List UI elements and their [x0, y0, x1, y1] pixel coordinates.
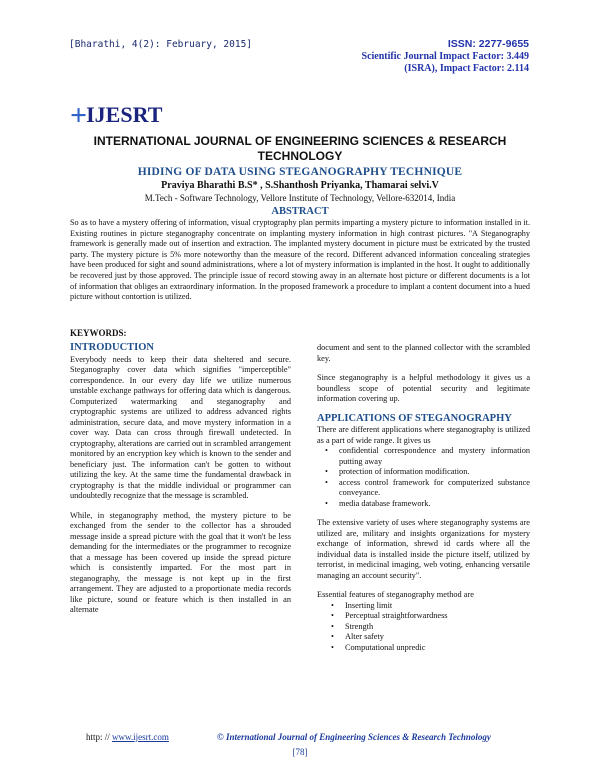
bullet-icon: •	[325, 477, 328, 487]
url-prefix: http: //	[86, 732, 113, 742]
abstract-text: So as to have a mystery offering of information, visual cryptography plan permits imparting a mystery picture to information installed in it. Existing routines in picture steganography concentrate on implanting mystery information in high contrast pictures. "A Steganography framework is generally made out of insertion and extraction. The implanted mystery document in picture must be extricated by the trusted party. The mystery picture is 5% more noteworthy than the measure of the record. Different advanced information concealing strategies have been produced for sight and sound administrations, where a lot of mystery information is implanted in the host. It ought to additionally be recovered just by those approved. The principle issue of record stowing away in an alternate host picture or different documents is a lot of information that obliges an extraordinary information. In the proposed framework a procedure to implant a content document into a hued picture without contortion is utilized.	[70, 218, 530, 302]
features-intro: Essential features of steganography method are	[317, 590, 474, 599]
uses-paragraph: The extensive variety of uses where steganography systems are utilized are, military and insights organizations for mystery exchange of information, shrewd id cards where all the individual data is installed inside the picture itself, utilized by terrorist, in medicinal imaging, web voting, enhancing versatile managing an account security".	[317, 518, 530, 580]
introduction-heading: INTRODUCTION	[70, 342, 155, 353]
citation-header: [Bharathi, 4(2): February, 2015]	[69, 39, 253, 50]
list-item: • Perceptual straightforwardness	[331, 611, 448, 620]
bullet-icon: •	[331, 632, 334, 641]
intro-paragraph-1: Everybody needs to keep their data sheltered and secure. Steganography cover data which signifies "imperceptible" correspondence. In our every day life we utilize numerous unstable exchange pathways for offering data which is dangerous. Computerized watermarking and steganography and cryptographic systems are utilized to address advanced rights administration, secure data, and move mystery information in a cover way. Data can cross through firewall undetected. In cryptography, alterations are carried out in scrambled arrangement monitored by an encryption key which is known to the sender and beneficiary just. The information can't be gotten to without utilizing the key. At the same time the fundamental drawback in cryptography is that the middle individual or programmer can undoubtedly recognize that the message is scrambled.	[70, 354, 291, 500]
bullet-icon: •	[325, 467, 328, 476]
impact-factor-2: (ISRA), Impact Factor: 2.114	[404, 63, 529, 74]
list-item: • Inserting limit	[331, 600, 393, 610]
steganography-paragraph: Since steganography is a helpful methodology it gives us a boundless scope of potential security and legitimate information covering up.	[317, 373, 530, 403]
paper-title: HIDING OF DATA USING STEGANOGRAPHY TECHNIQUE	[137, 166, 463, 178]
intro-paragraph-2: While, in steganography method, the mystery picture to be exchanged from the sender to the collector has a shrouded message inside a spread picture with the goal that it won't be less demanding for the intermediates or the programmer to recognize that a message has been covered up inside the spread picture which is consistently imparted. For the most part in steganography, the message is not kept up in the first arrangement. They are adjusted to a proportionate media records like picture, sound or feature which is then installed in an alternate	[70, 510, 291, 614]
logo-text: IJESRT	[86, 102, 163, 127]
applications-heading: APPLICATIONS OF STEGANOGRAPHY	[317, 412, 512, 424]
bullet-icon: •	[325, 498, 328, 508]
journal-info-header	[362, 38, 529, 76]
list-item: • Strength	[331, 621, 374, 631]
bullet-icon: •	[325, 446, 328, 455]
ijesrt-logo	[70, 96, 162, 130]
website-link[interactable]: www.ijesrt.com	[112, 732, 169, 742]
bullet-icon: •	[331, 600, 334, 610]
page-number: [78]	[292, 747, 308, 757]
right-column	[317, 343, 530, 653]
abstract-heading: ABSTRACT	[271, 206, 329, 217]
bullet-icon: •	[331, 621, 334, 631]
list-item: • confidential correspondence and mystery information putting away	[325, 446, 530, 466]
left-column	[70, 343, 291, 616]
applications-list	[317, 446, 530, 509]
plus-logo-icon: +	[70, 99, 88, 132]
bullet-icon: •	[331, 642, 334, 652]
footer-copyright: © International Journal of Engineering Sciences & Research Technology	[217, 732, 491, 742]
list-item: • access control framework for computerized substance conveyance.	[325, 477, 530, 497]
footer-url	[86, 732, 169, 742]
applications-intro: There are different applications where steganography is utilized as a part of wide range. It gives us	[317, 425, 530, 445]
list-item: • Alter safety	[331, 632, 384, 641]
list-item: • Computational unpredic	[331, 642, 426, 652]
list-item: • protection of information modification.	[325, 467, 470, 476]
journal-title: INTERNATIONAL JOURNAL OF ENGINEERING SCIENCES & RESEARCH TECHNOLOGY	[93, 134, 507, 163]
issn: ISSN: 2277-9655	[447, 38, 529, 50]
authors: Praviya Bharathi B.S* , S.Shanthosh Priyanka, Thamarai selvi.V	[161, 180, 439, 191]
impact-factor-1: Scientific Journal Impact Factor: 3.449	[361, 50, 529, 62]
list-item: • media database framework.	[325, 498, 431, 508]
bullet-icon: •	[331, 611, 334, 620]
keywords-label: KEYWORDS:	[70, 328, 127, 338]
features-list	[317, 601, 530, 654]
continued-paragraph: document and sent to the planned collector with the scrambled key.	[317, 343, 530, 363]
affiliation: M.Tech - Software Technology, Vellore Institute of Technology, Vellore-632014, India	[144, 193, 456, 203]
